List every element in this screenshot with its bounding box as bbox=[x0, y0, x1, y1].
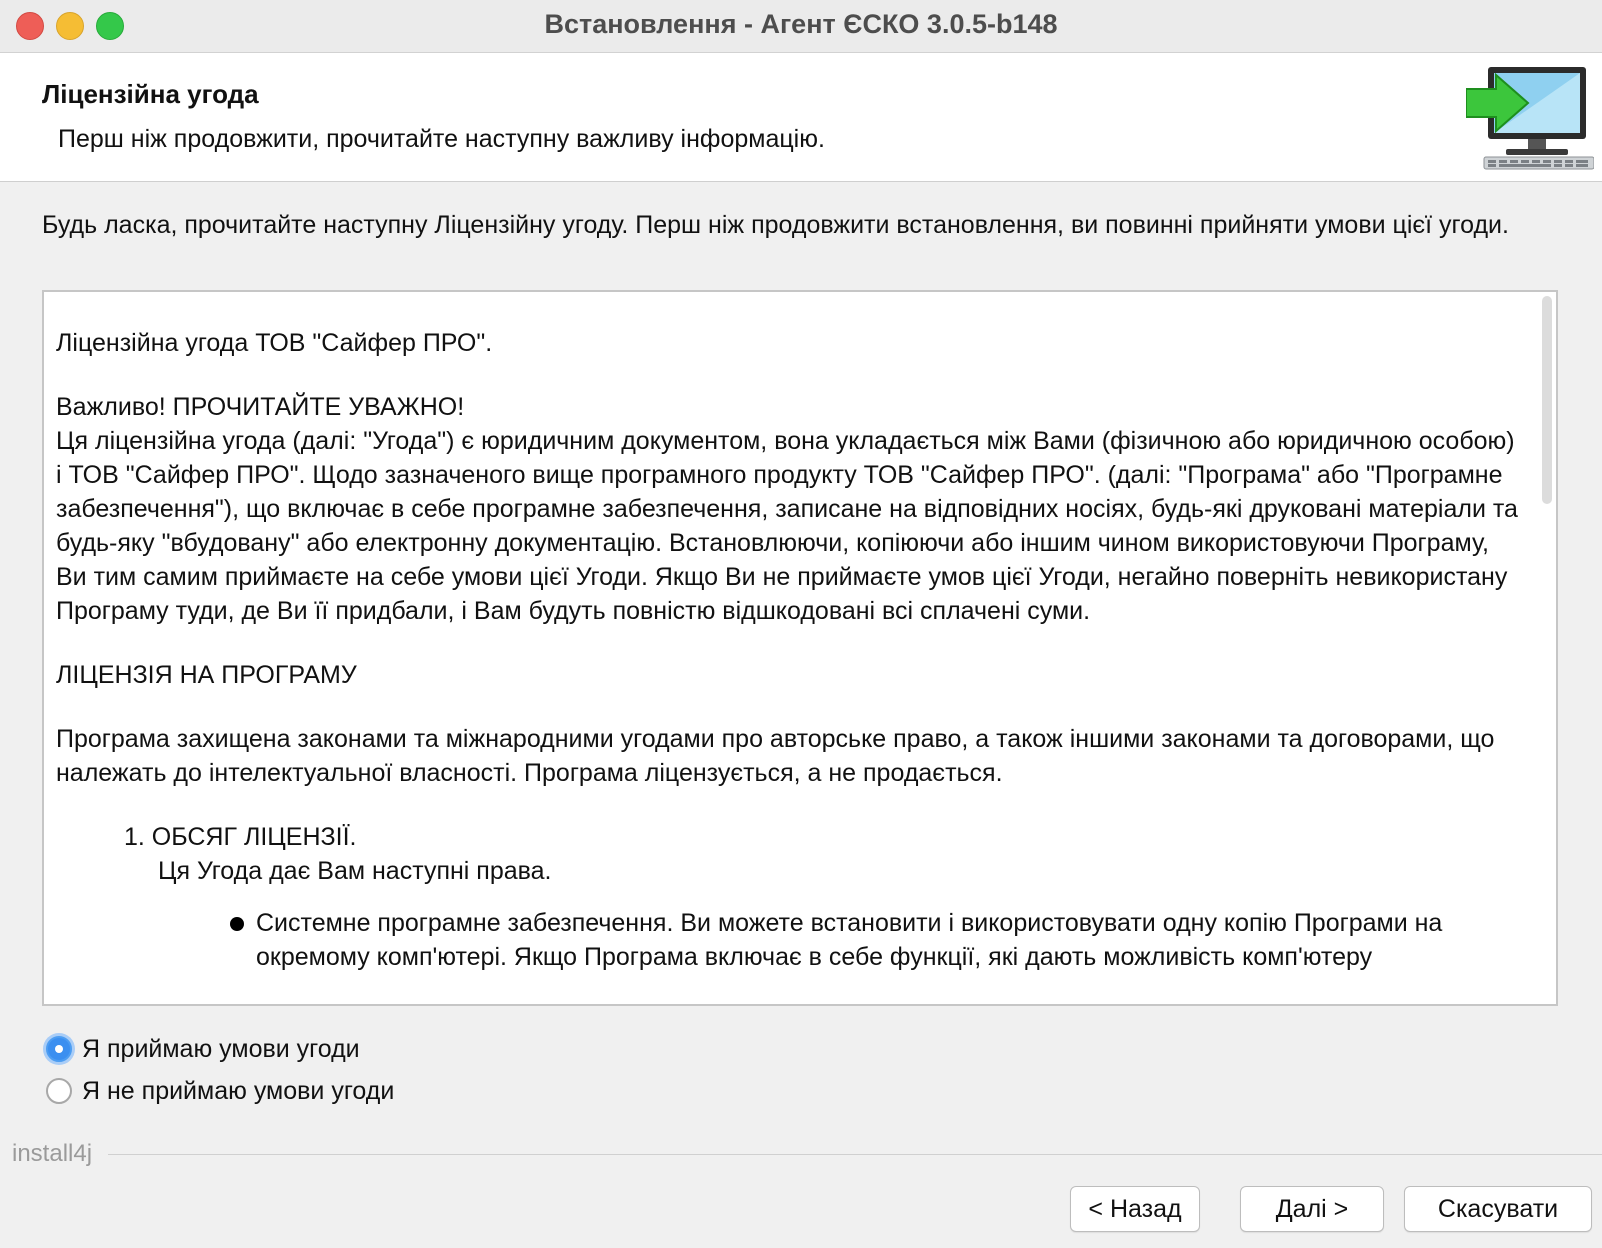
license-section-1-subtitle: Ця Угода дає Вам наступні права. bbox=[158, 857, 552, 885]
back-button[interactable]: < Назад bbox=[1070, 1186, 1200, 1232]
license-intro-paragraph: Ця ліцензійна угода (далі: "Угода") є юридичним документом, вона укладається між Вами (фізичною або юридичною особою) і ТОВ "Сайфер ПРО". Щодо зазначеного вище програмного продукту ТОВ "Сайфер ПРО". (далі: "Програма" або "Програмне забезпечення"), що включає в себе програмне забезпечення, записане на відповідних носіях, будь-які друковані матеріали та будь-яку "вбудовану" або електронну документацію. Встановлюючи, копіюючи або іншим чином використовуючи Програму, Ви тим самим приймаєте на себе умови цієї Угоди. Якщо Ви не приймаєте умов цієї Угоди, негайно поверніть невикористану Програму туди, де Ви її придбали, і Вам будуть повністю відшкодовані всі сплачені суми. bbox=[56, 427, 1518, 625]
title-bar[interactable] bbox=[0, 0, 1602, 53]
accept-label[interactable]: Я приймаю умови угоди bbox=[82, 1034, 360, 1063]
license-text-area[interactable] bbox=[42, 290, 1558, 1006]
license-important-heading: Важливо! ПРОЧИТАЙТЕ УВАЖНО! bbox=[56, 393, 465, 421]
accept-option[interactable] bbox=[46, 1032, 360, 1066]
installer-computer-arrow-icon bbox=[1466, 63, 1594, 173]
instruction-text: Будь ласка, прочитайте наступну Ліцензійну угоду. Перш ніж продовжити встановлення, ви повинні прийняти умови цієї угоди. bbox=[42, 211, 1509, 239]
wizard-header bbox=[0, 53, 1602, 182]
next-button[interactable]: Далі > bbox=[1240, 1186, 1384, 1232]
license-content bbox=[56, 326, 1526, 974]
license-section-1-title: 1. ОБСЯГ ЛІЦЕНЗІЇ. bbox=[124, 823, 357, 851]
license-copyright-paragraph: Програма захищена законами та міжнародними угодами про авторське право, а також іншими законами та договорами, що належать до інтелектуальної власності. Програма ліцензується, а не продається. bbox=[56, 725, 1495, 787]
license-title: Ліцензійна угода ТОВ "Сайфер ПРО". bbox=[56, 329, 493, 357]
page-subtitle: Перш ніж продовжити, прочитайте наступну важливу інформацію. bbox=[58, 125, 825, 153]
decline-label[interactable]: Я не приймаю умови угоди bbox=[82, 1076, 395, 1105]
page-title: Ліцензійна угода bbox=[42, 79, 259, 109]
license-scrollbar[interactable] bbox=[1540, 296, 1552, 1000]
install4j-brand: install4j bbox=[12, 1140, 93, 1167]
cancel-button[interactable]: Скасувати bbox=[1404, 1186, 1592, 1232]
scrollbar-thumb[interactable] bbox=[1542, 296, 1552, 504]
window-title: Встановлення - Агент ЄСКО 3.0.5-b148 bbox=[544, 9, 1058, 39]
decline-option[interactable] bbox=[46, 1074, 394, 1108]
accept-radio[interactable] bbox=[46, 1036, 72, 1062]
decline-radio[interactable] bbox=[46, 1078, 72, 1104]
license-section-heading: ЛІЦЕНЗІЯ НА ПРОГРАМУ bbox=[56, 661, 357, 689]
footer-divider bbox=[108, 1154, 1602, 1155]
license-bullet-item: Системне програмне забезпечення. Ви можете встановити і використовувати одну копію Програми на окремому комп'ютері. Якщо Програма включає в себе функції, які дають можливість комп'ютеру bbox=[256, 906, 1526, 974]
